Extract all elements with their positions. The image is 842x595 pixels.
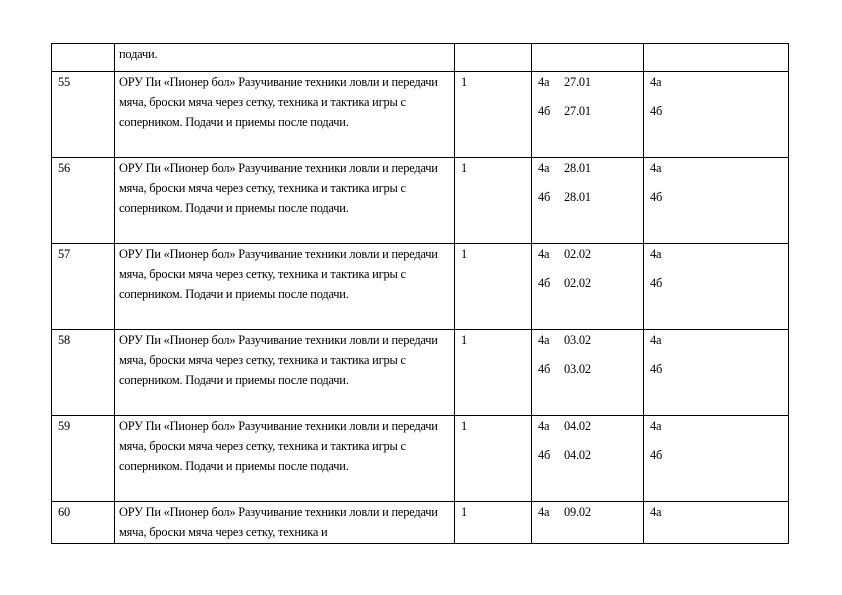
row-number-cell: 56 xyxy=(52,158,115,244)
lesson-date: 04.02 xyxy=(564,447,591,462)
class-label: 4б xyxy=(538,189,551,204)
lesson-date: 04.02 xyxy=(564,419,591,433)
lesson-date: 27.01 xyxy=(564,75,591,89)
topic-cell: ОРУ Пи «Пионер бол» Разучивание техники ловли и передачи мяча, броски мяча через сетку, техника и тактика игры с соперником. Подачи и приемы после подачи. xyxy=(115,72,455,158)
table-row xyxy=(52,244,789,330)
class-label: 4а xyxy=(538,419,550,433)
lesson-date: 09.02 xyxy=(564,505,591,519)
lesson-date: 03.02 xyxy=(564,333,591,347)
lesson-date: 28.01 xyxy=(564,161,591,175)
class-label: 4б xyxy=(538,447,551,462)
row-number-cell: 55 xyxy=(52,72,115,158)
class-label: 4а xyxy=(650,333,662,347)
planned-date-cell xyxy=(532,158,644,244)
actual-date-cell xyxy=(644,72,789,158)
hours-cell: 1 xyxy=(455,244,532,330)
class-label: 4а xyxy=(650,505,662,519)
planned-date-cell xyxy=(532,416,644,502)
topic-cell: ОРУ Пи «Пионер бол» Разучивание техники ловли и передачи мяча, броски мяча через сетку, техника и тактика игры с соперником. Подачи и приемы после подачи. xyxy=(115,416,455,502)
planned-date-entry xyxy=(538,417,638,437)
planned-date-cell xyxy=(532,44,644,72)
class-label: 4б xyxy=(650,361,663,376)
table-row xyxy=(52,416,789,502)
table-row-continued xyxy=(52,44,789,72)
actual-date-cell xyxy=(644,44,789,72)
hours-cell xyxy=(455,44,532,72)
class-label: 4а xyxy=(650,419,662,433)
class-label: 4а xyxy=(538,333,550,347)
actual-date-cell xyxy=(644,416,789,502)
actual-date-cell xyxy=(644,502,789,544)
hours-cell: 1 xyxy=(455,502,532,544)
hours-cell: 1 xyxy=(455,416,532,502)
class-label: 4а xyxy=(650,75,662,89)
planned-date-entry xyxy=(538,360,638,380)
class-label: 4а xyxy=(650,247,662,261)
table-row xyxy=(52,502,789,544)
topic-cell: подачи. xyxy=(115,44,455,72)
class-label: 4а xyxy=(650,161,662,175)
class-label: 4б xyxy=(538,361,551,376)
topic-cell: ОРУ Пи «Пионер бол» Разучивание техники ловли и передачи мяча, броски мяча через сетку, техника и тактика игры с соперником. Подачи и приемы после подачи. xyxy=(115,244,455,330)
class-label: 4а xyxy=(538,247,550,261)
planned-date-entry xyxy=(538,274,638,294)
row-number-cell xyxy=(52,44,115,72)
planned-date-entry xyxy=(538,102,638,122)
actual-date-cell xyxy=(644,330,789,416)
table-row xyxy=(52,158,789,244)
class-label: 4б xyxy=(650,275,663,290)
topic-cell: ОРУ Пи «Пионер бол» Разучивание техники ловли и передачи мяча, броски мяча через сетку, техника и тактика игры с соперником. Подачи и приемы после подачи. xyxy=(115,330,455,416)
planned-date-entry xyxy=(538,331,638,351)
lesson-date: 02.02 xyxy=(564,247,591,261)
planned-date-entry xyxy=(538,245,638,265)
hours-cell: 1 xyxy=(455,330,532,416)
table-row xyxy=(52,330,789,416)
lesson-date: 27.01 xyxy=(564,103,591,118)
class-label: 4б xyxy=(650,447,663,462)
planned-date-entry xyxy=(538,159,638,179)
hours-cell: 1 xyxy=(455,158,532,244)
topic-cell: ОРУ Пи «Пионер бол» Разучивание техники ловли и передачи мяча, броски мяча через сетку, техника и xyxy=(115,502,455,544)
lesson-date: 02.02 xyxy=(564,275,591,290)
lesson-plan-table xyxy=(51,43,789,544)
class-label: 4а xyxy=(538,505,550,519)
row-number-cell: 60 xyxy=(52,502,115,544)
actual-date-cell xyxy=(644,244,789,330)
class-label: 4б xyxy=(650,189,663,204)
lesson-date: 03.02 xyxy=(564,361,591,376)
lesson-plan-body xyxy=(52,44,789,544)
planned-date-cell xyxy=(532,330,644,416)
lesson-date: 28.01 xyxy=(564,189,591,204)
class-label: 4б xyxy=(538,275,551,290)
topic-cell: ОРУ Пи «Пионер бол» Разучивание техники ловли и передачи мяча, броски мяча через сетку, техника и тактика игры с соперником. Подачи и приемы после подачи. xyxy=(115,158,455,244)
planned-date-entry xyxy=(538,503,638,523)
class-label: 4а xyxy=(538,161,550,175)
row-number-cell: 58 xyxy=(52,330,115,416)
hours-cell: 1 xyxy=(455,72,532,158)
table-row xyxy=(52,72,789,158)
planned-date-cell xyxy=(532,502,644,544)
row-number-cell: 59 xyxy=(52,416,115,502)
row-number-cell: 57 xyxy=(52,244,115,330)
class-label: 4б xyxy=(650,103,663,118)
planned-date-cell xyxy=(532,72,644,158)
planned-date-entry xyxy=(538,188,638,208)
planned-date-entry xyxy=(538,446,638,466)
planned-date-entry xyxy=(538,73,638,93)
planned-date-cell xyxy=(532,244,644,330)
class-label: 4б xyxy=(538,103,551,118)
class-label: 4а xyxy=(538,75,550,89)
actual-date-cell xyxy=(644,158,789,244)
